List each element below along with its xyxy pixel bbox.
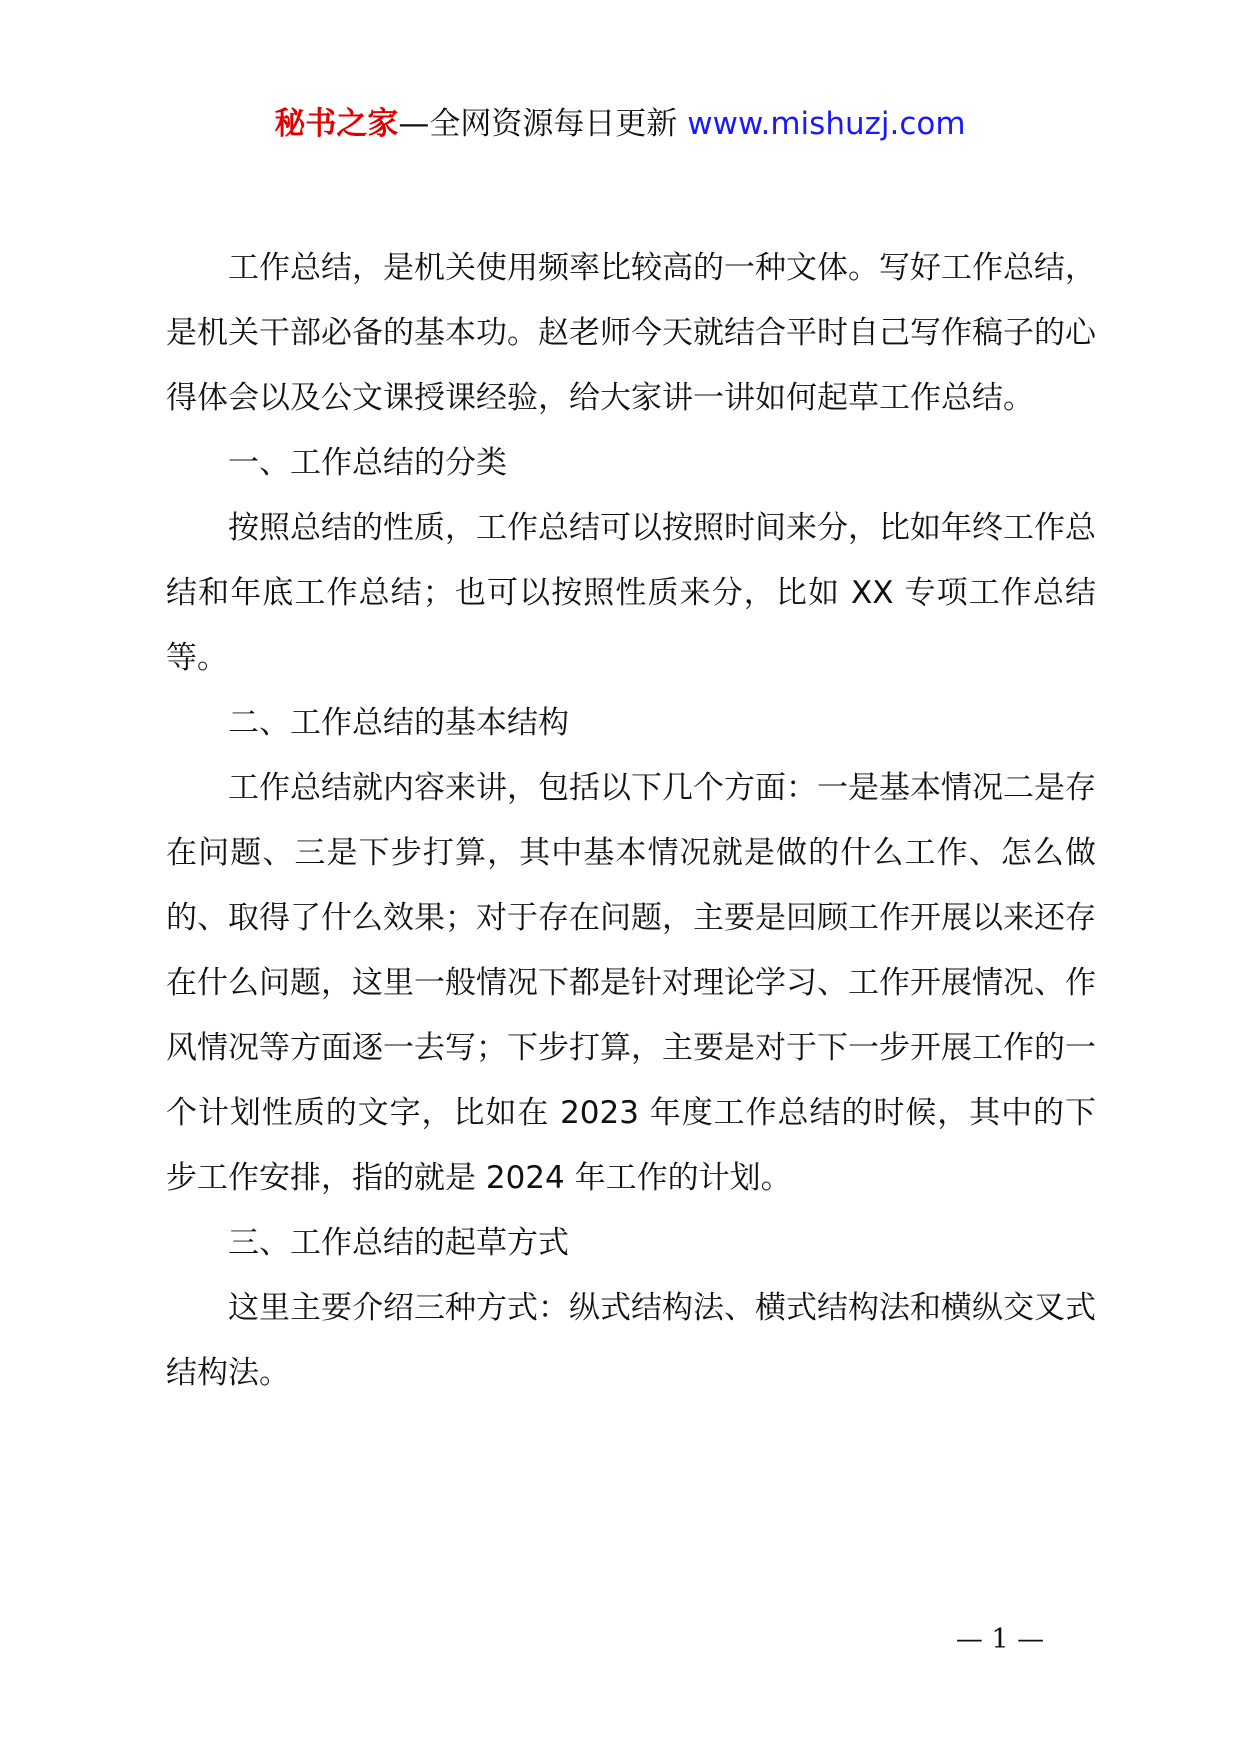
classification-paragraph: 按照总结的性质，工作总结可以按照时间来分，比如年终工作总结和年底工作总结；也可以按照性质来分，比如 XX 专项工作总结等。 — [166, 510, 1096, 676]
section-heading-structure: 二、工作总结的基本结构 — [228, 705, 569, 741]
section-heading-classification: 一、工作总结的分类 — [228, 445, 507, 481]
section-heading-drafting: 三、工作总结的起草方式 — [228, 1225, 569, 1261]
site-header — [0, 100, 1240, 148]
intro-paragraph: 工作总结，是机关使用频率比较高的一种文体。写好工作总结，是机关干部必备的基本功。赵老师今天就结合平时自己写作稿子的心得体会以及公文课授课经验，给大家讲一讲如何起草工作总结。 — [166, 250, 1096, 416]
site-slogan: —全网资源每日更新 — [398, 106, 678, 142]
drafting-paragraph: 这里主要介绍三种方式：纵式结构法、横式结构法和横纵交叉式结构法。 — [166, 1290, 1096, 1391]
document-body — [166, 236, 1096, 1406]
site-url-link[interactable]: www.mishuzj.com — [687, 106, 966, 142]
page-number: — 1 — — [955, 1624, 1045, 1655]
structure-paragraph: 工作总结就内容来讲，包括以下几个方面：一是基本情况二是存在问题、三是下步打算，其中基本情况就是做的什么工作、怎么做的、取得了什么效果；对于存在问题，主要是回顾工作开展以来还存在什么问题，这里一般情况下都是针对理论学习、工作开展情况、作风情况等方面逐一去写；下步打算，主要是对于下一步开展工作的一个计划性质的文字，比如在 2023 年度工作总结的时候，其中的下步工作安排，指的就是 2024 年工作的计划。 — [166, 770, 1096, 1196]
site-brand: 秘书之家 — [274, 106, 399, 142]
